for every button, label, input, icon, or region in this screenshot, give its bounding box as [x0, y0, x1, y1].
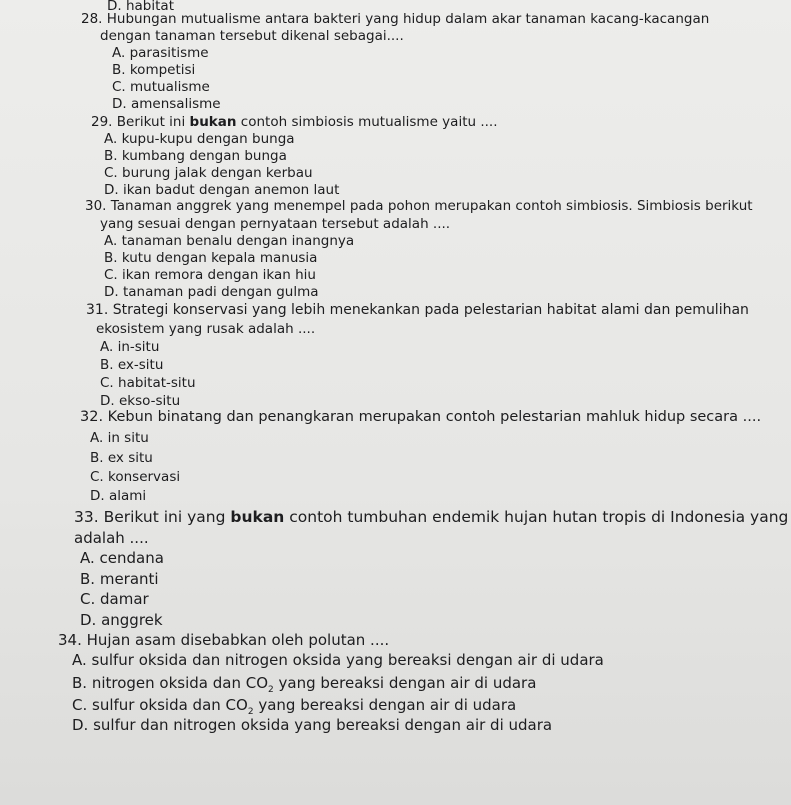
- q30-option-b: B. kutu dengan kepala manusia: [104, 250, 318, 266]
- q29-stem-suffix: contoh simbiosis mutualisme yaitu ....: [236, 114, 498, 130]
- q31-option-d: D. ekso-situ: [100, 393, 181, 409]
- q33-option-b: B. meranti: [80, 570, 159, 588]
- q32-option-d: D. alami: [90, 488, 147, 504]
- q33-stem-suffix: contoh tumbuhan endemik hujan hutan tropis di Indonesia yang: [284, 508, 789, 526]
- q29-option-b: B. kumbang dengan bunga: [104, 148, 287, 164]
- q34-stem: 34. Hujan asam disebabkan oleh polutan ....: [58, 631, 390, 649]
- q28-option-c: C. mutualisme: [112, 79, 210, 95]
- q33-stem-prefix: 33. Berikut ini yang: [74, 508, 231, 526]
- q33-option-c: C. damar: [80, 590, 149, 608]
- q34-option-b: [72, 674, 537, 695]
- q29-option-a: A. kupu-kupu dengan bunga: [104, 131, 295, 147]
- q28-option-a: A. parasitisme: [112, 45, 209, 61]
- q33-stem-line1: [74, 508, 788, 526]
- q34-option-b-post: yang bereaksi dengan air di udara: [273, 674, 537, 692]
- q29-stem-prefix: 29. Berikut ini: [91, 114, 190, 130]
- q29-stem: [91, 114, 498, 130]
- q28-stem-line2: dengan tanaman tersebut dikenal sebagai....: [100, 28, 404, 44]
- q28-stem-line1: 28. Hubungan mutualisme antara bakteri yang hidup dalam akar tanaman kacang-kacangan: [81, 11, 710, 27]
- q32-option-c: C. konservasi: [90, 469, 181, 485]
- q33-option-a: A. cendana: [80, 549, 164, 567]
- q34-option-c-post: yang bereaksi dengan air di udara: [253, 696, 517, 714]
- q31-option-c: C. habitat-situ: [100, 375, 196, 391]
- q34-option-d: D. sulfur dan nitrogen oksida yang bereaksi dengan air di udara: [72, 716, 553, 734]
- q34-option-a: A. sulfur oksida dan nitrogen oksida yang bereaksi dengan air di udara: [72, 651, 604, 669]
- q32-option-b: B. ex situ: [90, 450, 153, 466]
- q33-option-d: D. anggrek: [80, 611, 163, 629]
- q30-option-c: C. ikan remora dengan ikan hiu: [104, 267, 316, 283]
- q34-option-c-subscript: 2: [247, 707, 254, 717]
- q33-stem-line2: adalah ....: [74, 529, 149, 547]
- q29-option-c: C. burung jalak dengan kerbau: [104, 165, 313, 181]
- q30-stem-line2: yang sesuai dengan pernyataan tersebut adalah ....: [100, 216, 451, 232]
- q31-option-b: B. ex-situ: [100, 357, 164, 373]
- q28-option-b: B. kompetisi: [112, 62, 196, 78]
- q29-option-d: D. ikan badut dengan anemon laut: [104, 182, 340, 198]
- q27-option-d: D. habitat: [107, 0, 174, 14]
- q30-option-d: D. tanaman padi dengan gulma: [104, 284, 319, 300]
- q29-stem-bold: bukan: [189, 114, 237, 130]
- q34-option-b-subscript: 2: [268, 685, 274, 695]
- q34-option-c: [72, 696, 517, 717]
- q31-option-a: A. in-situ: [100, 339, 160, 355]
- q31-stem-line2: ekosistem yang rusak adalah ....: [96, 321, 316, 337]
- q34-option-c-pre: C. sulfur oksida dan CO: [72, 696, 248, 714]
- q32-option-a: A. in situ: [90, 430, 149, 446]
- q33-stem-bold: bukan: [230, 508, 285, 526]
- q30-stem-line1: 30. Tanaman anggrek yang menempel pada pohon merupakan contoh simbiosis. Simbiosis berikut: [85, 198, 753, 214]
- q28-option-d: D. amensalisme: [112, 96, 221, 112]
- q34-option-b-pre: B. nitrogen oksida dan CO: [72, 674, 269, 692]
- q31-stem-line1: 31. Strategi konservasi yang lebih menekankan pada pelestarian habitat alami dan pemulihan: [86, 302, 749, 318]
- q30-option-a: A. tanaman benalu dengan inangnya: [104, 233, 355, 249]
- q32-stem: 32. Kebun binatang dan penangkaran merupakan contoh pelestarian mahluk hidup secara ....: [80, 409, 762, 425]
